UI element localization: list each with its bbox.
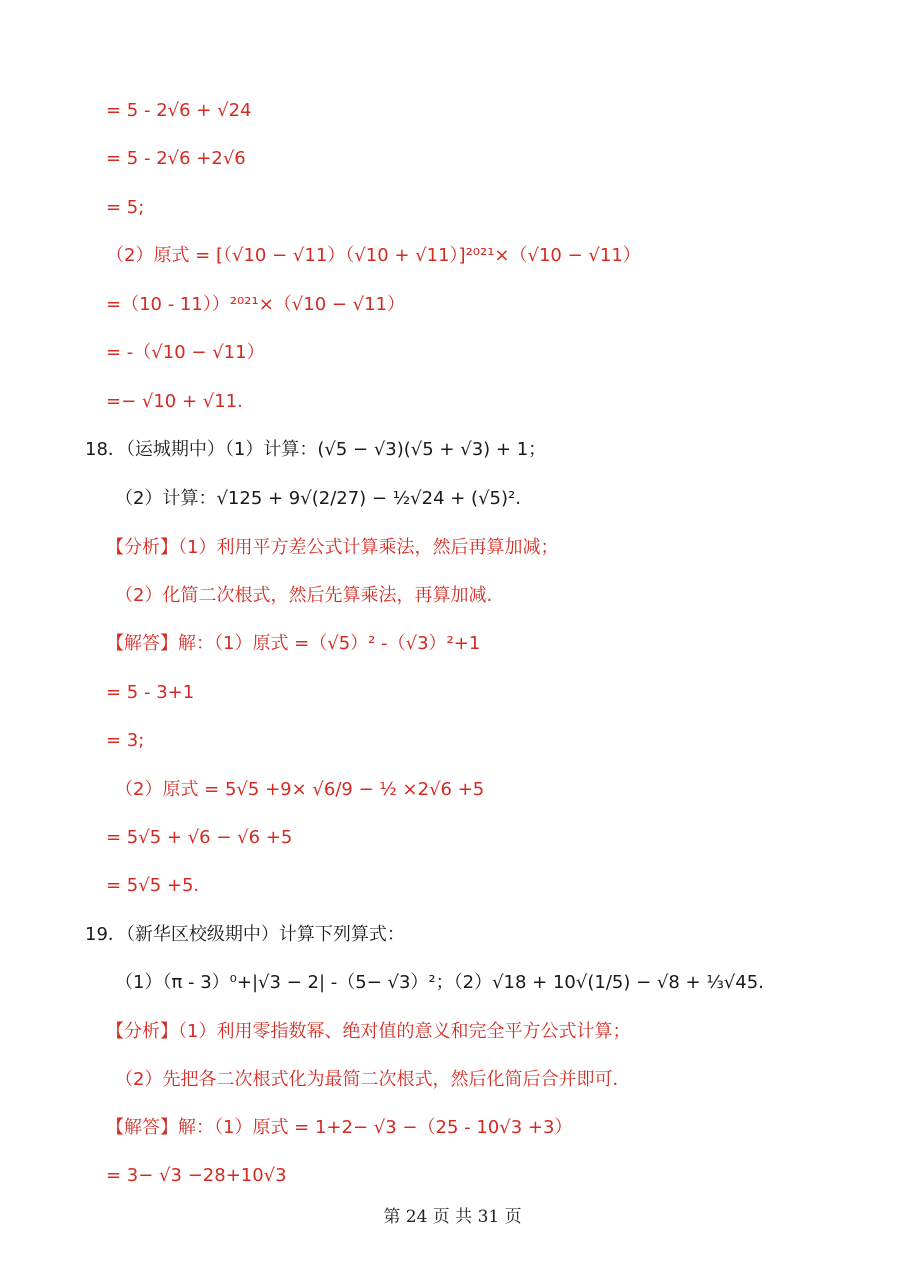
solution-line: = 5√5 + √6 − √6 +5 xyxy=(106,827,293,848)
solution-line: （2）原式 = 5√5 +9× √6/9 − ½ ×2√6 +5 xyxy=(115,779,485,800)
answer-line: = 5; xyxy=(106,197,145,218)
answer-line: = 5 - 2√6 + √24 xyxy=(106,100,252,121)
answer-line: = 5 - 2√6 +2√6 xyxy=(106,148,246,169)
analysis-line: （2）先把各二次根式化为最简二次根式，然后化简后合并即可． xyxy=(115,1069,631,1090)
analysis-line: （2）化简二次根式，然后先算乘法，再算加减. xyxy=(115,585,493,606)
question-19: 19．（新华区校级期中）计算下列算式： xyxy=(85,924,405,945)
question-18-part2: （2）计算：√125 + 9√(2/27) − ½√24 + (√5)². xyxy=(115,488,521,509)
solution-line: = 3− √3 −28+10√3 xyxy=(106,1165,287,1186)
solution-line: 【解答】解：（1）原式 = 1+2− √3 −（25 - 10√3 +3） xyxy=(106,1117,573,1138)
answer-line: = -（√10 − √11） xyxy=(106,342,265,363)
solution-line: = 5 - 3+1 xyxy=(106,682,195,703)
answer-line: =− √10 + √11. xyxy=(106,391,243,412)
page-footer: 第 24 页 共 31 页 xyxy=(383,1207,522,1227)
question-19-parts: （1）（π - 3）⁰+|√3 − 2| -（5− √3）²；（2）√18 + 10√(1/5) − √8 + ⅓√45. xyxy=(115,972,764,993)
analysis-line: 【分析】（1）利用平方差公式计算乘法，然后再算加减； xyxy=(106,537,559,558)
question-18: 18．（运城期中）（1）计算：(√5 − √3)(√5 + √3) + 1； xyxy=(85,439,547,460)
solution-line: = 5√5 +5. xyxy=(106,875,200,896)
answer-line: （2）原式 = [（√10 − √11）（√10 + √11）]²⁰²¹×（√10 − √11） xyxy=(106,245,641,266)
answer-line: =（10 - 11））²⁰²¹×（√10 − √11） xyxy=(106,294,406,315)
solution-line: = 3; xyxy=(106,730,145,751)
analysis-line: 【分析】（1）利用零指数幂、绝对值的意义和完全平方公式计算； xyxy=(106,1021,631,1042)
solution-line: 【解答】解：（1）原式 =（√5）² -（√3）²+1 xyxy=(106,633,481,654)
